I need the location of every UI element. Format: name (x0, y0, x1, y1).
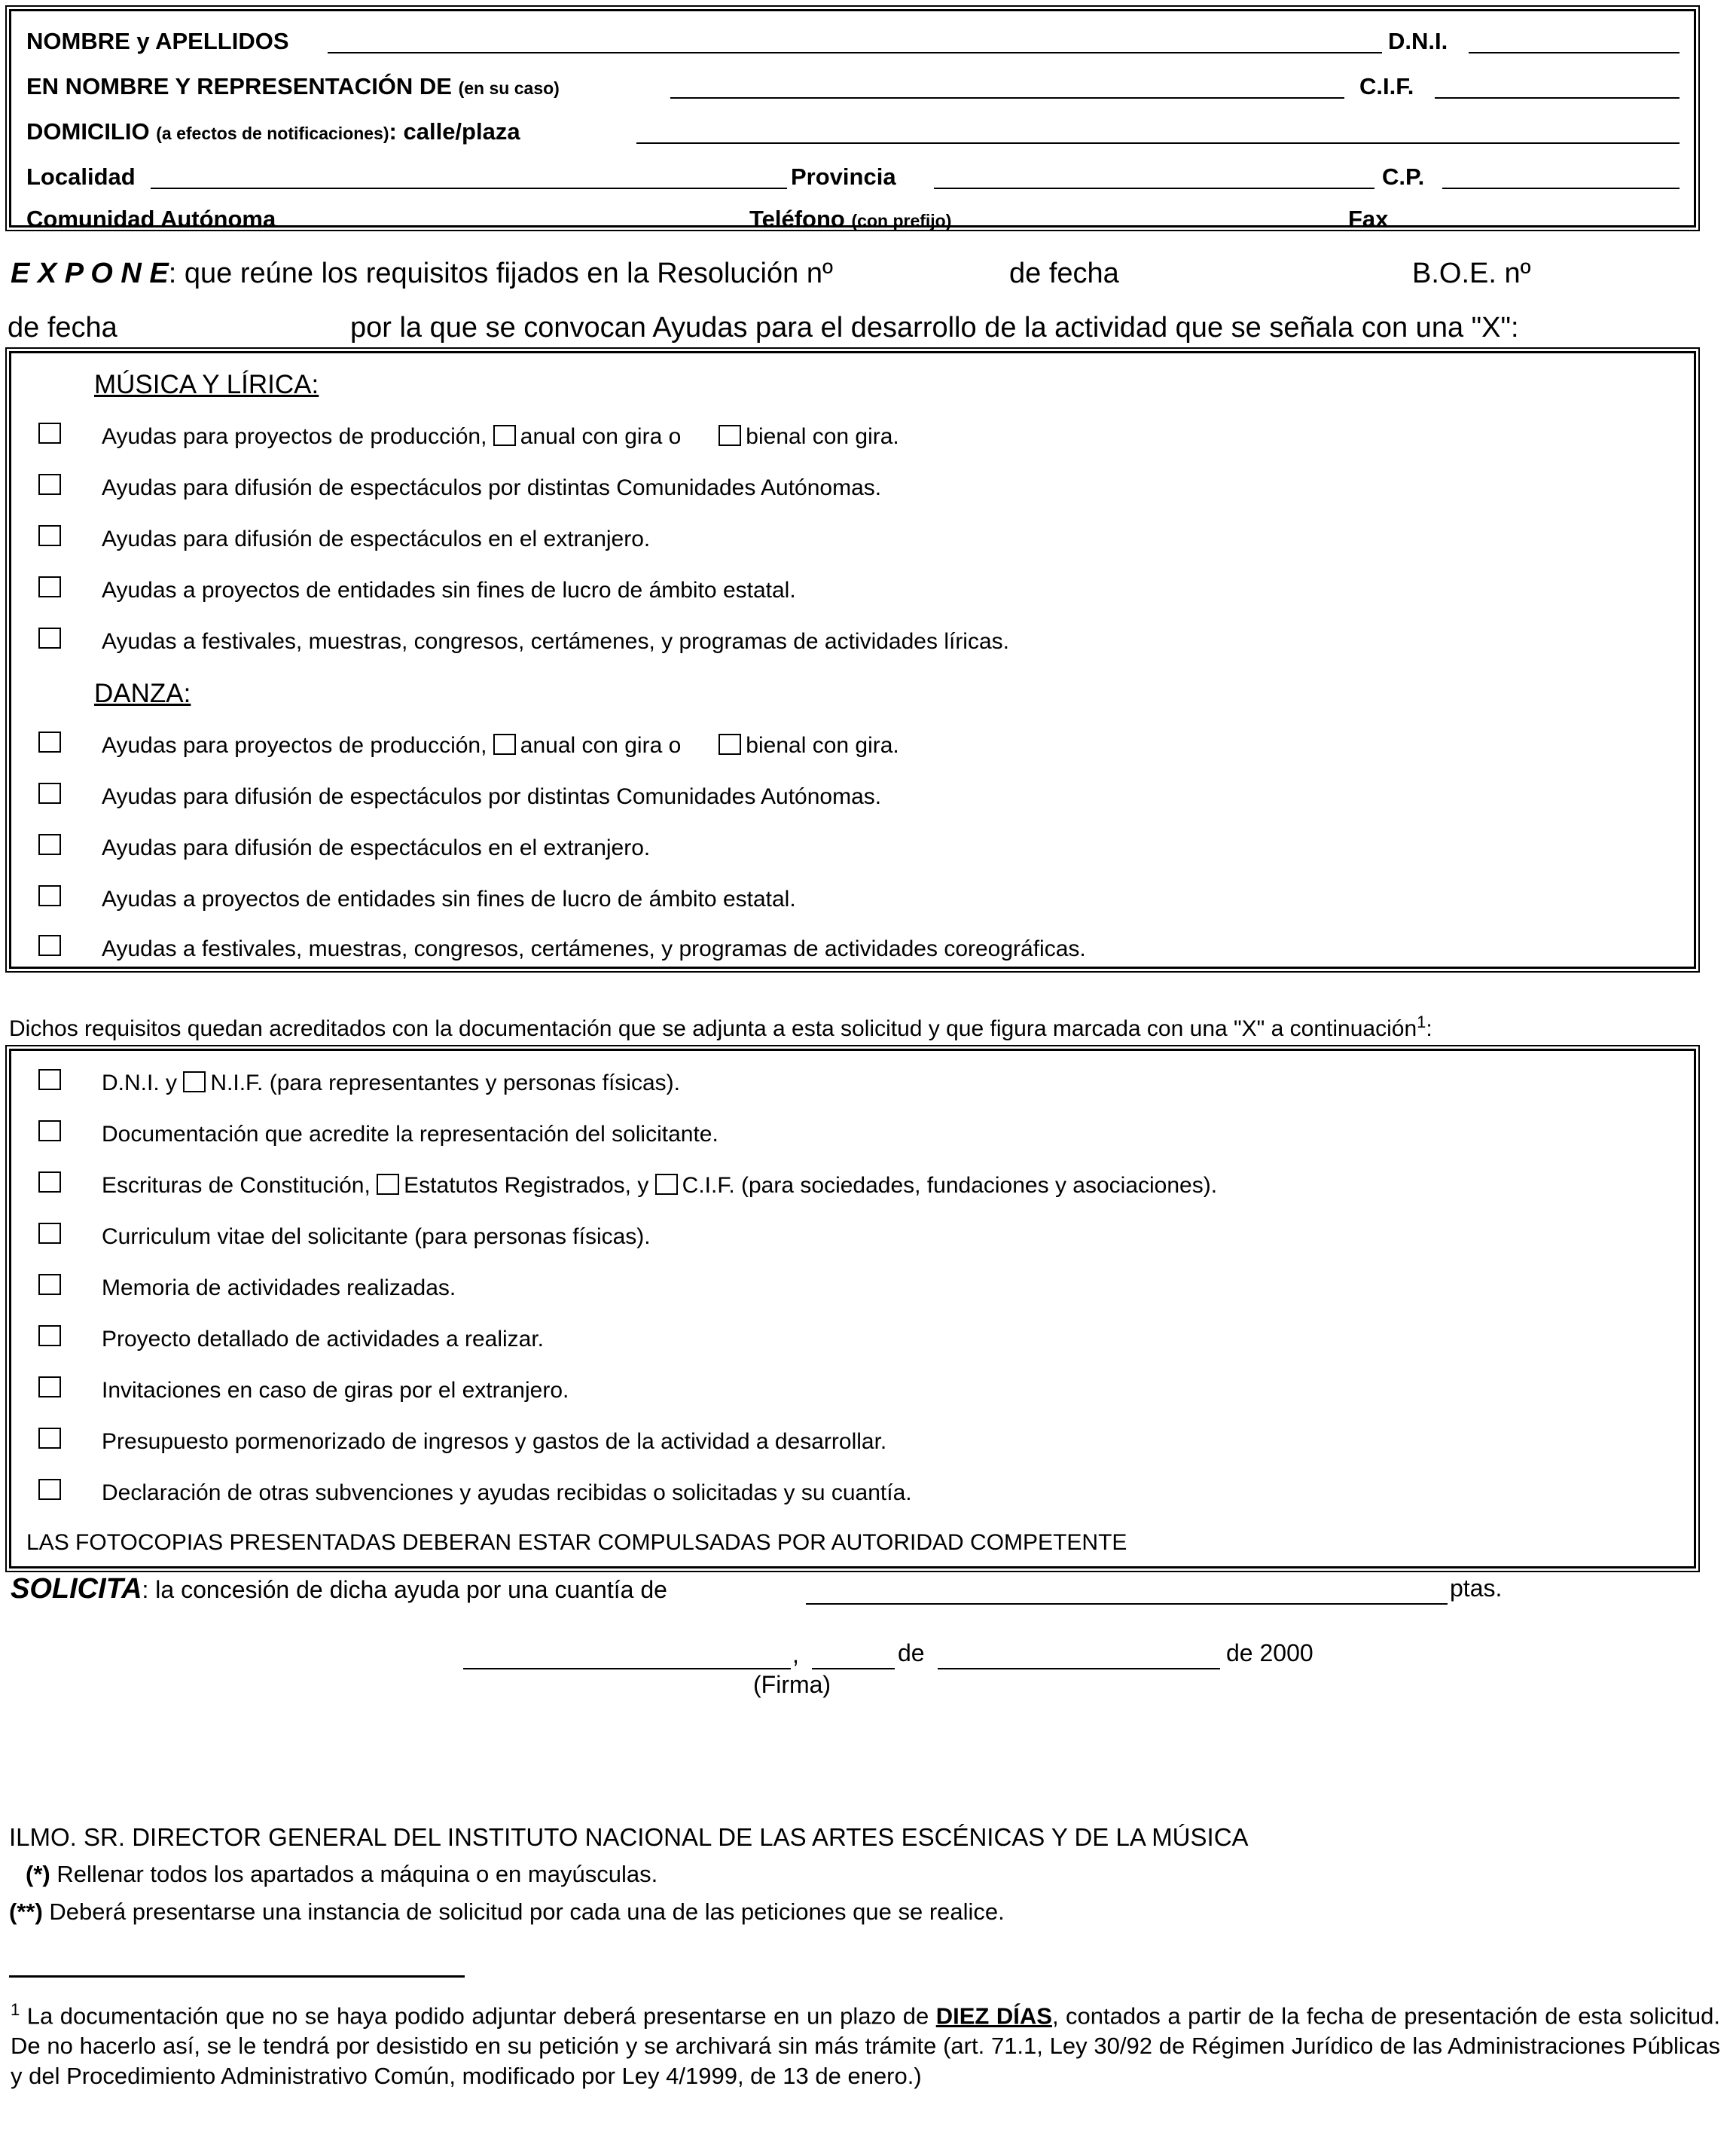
provincia-field[interactable] (934, 188, 1374, 189)
expone-title: E X P O N E (11, 258, 169, 289)
lugar-field[interactable] (463, 1668, 791, 1669)
firma-label: (Firma) (753, 1671, 831, 1698)
footnote-number: 1 (11, 2000, 20, 2019)
fax-field[interactable] (1405, 230, 1680, 231)
danza-produccion-checkbox[interactable] (38, 732, 61, 753)
doc-estatutos-checkbox[interactable] (377, 1174, 399, 1195)
doc-dni-checkbox[interactable] (38, 1069, 61, 1090)
comunidad-label: Comunidad Autónoma (26, 206, 276, 232)
solicita-title: SOLICITA (11, 1573, 142, 1605)
firma-comma: , (792, 1641, 799, 1668)
expone-de-fecha: de fecha (1009, 258, 1119, 289)
fax-label: Fax (1348, 206, 1389, 232)
footnote-emphasis: DIEZ DÍAS (935, 2002, 1052, 2030)
cuantia-field[interactable] (806, 1603, 1448, 1605)
nota-1-mark: (*) (26, 1861, 50, 1887)
musica-difusion-extranjero-checkbox[interactable] (38, 525, 61, 546)
activity-box: MÚSICA Y LÍRICA: Ayudas para proyectos de producción, anual con gira o bienal con gira. Ayudas para difusión de espectáculos por distintas Comunidades Autónomas. Ayudas para difusión de espectáculos en el extranjero. Ayudas a proyectos de entidades sin fines de lucro de ámbito estatal. Ayudas a festivales, muestras, congresos, certámenes, y programas de actividades líricas. DANZA: Ayudas para proyectos de producción, anual con gira o bienal con gira. Ayudas para difusión de espectáculos por distintas Comunidades Autónomas. Ayudas para difusión de espectáculos en el extranjero. Ayudas a proyectos de entidades sin fines de lucro de ámbito estatal. Ayudas a festivales, muestras, congresos, certámenes, y programas de actividades coreográficas. (9, 351, 1696, 969)
footnote: $^1$ La documentación que no se haya podido adjuntar deberá presentarse en un plazo de DIEZ DÍAS, contados a partir de la fecha de presentación de esta solicitud. De no hacerlo así, se le tendrá por desistido en su petición y se archivará sin más trámite (art. 71.1, Ley 30/92 de Régimen Jurídico de las Administraciones Públicas y del Procedimiento Administrativo Común, modificado por Ley 4/1999, de 13 de enero.) (11, 2000, 1720, 2090)
danza-anual-checkbox[interactable] (493, 734, 516, 755)
danza-heading: DANZA: (94, 679, 191, 708)
expone-line-1: E X P O N E: que reúne los requisitos fijados en la Resolución nº (11, 258, 833, 289)
doc-invitaciones-checkbox[interactable] (38, 1376, 61, 1397)
footnote-separator (9, 1975, 465, 1978)
expone-convocatoria-text: por la que se convocan Ayudas para el desarrollo de la actividad que se señala con una "X": (350, 312, 1519, 344)
destinatario: ILMO. SR. DIRECTOR GENERAL DEL INSTITUTO NACIONAL DE LAS ARTES ESCÉNICAS Y DE LA MÚSICA (9, 1823, 1249, 1851)
doc-proyecto-checkbox[interactable] (38, 1325, 61, 1346)
localidad-label: Localidad (26, 163, 136, 190)
musica-produccion-checkbox[interactable] (38, 423, 61, 444)
dni-label: D.N.I. (1388, 28, 1448, 54)
nota-1: (*) Rellenar todos los apartados a máquina o en mayúsculas. (26, 1861, 658, 1887)
cif-field[interactable] (1435, 97, 1680, 99)
provincia-label: Provincia (791, 163, 896, 190)
ptas-label: ptas. (1450, 1575, 1503, 1602)
mes-field[interactable] (938, 1668, 1220, 1669)
expone-de-fecha-2: de fecha (8, 312, 117, 344)
doc-memoria-checkbox[interactable] (38, 1274, 61, 1295)
expone-boe: B.O.E. nº (1412, 258, 1531, 289)
musica-heading: MÚSICA Y LÍRICA: (94, 370, 319, 399)
telefono-label: Teléfono (con prefijo) (749, 206, 952, 232)
localidad-field[interactable] (151, 188, 787, 189)
requisitos-intro: Dichos requisitos quedan acreditados con la documentación que se adjunta a esta solicitud y que figura marcada con una "X" a continuación$^1$: (9, 1013, 1432, 1041)
doc-cif-checkbox[interactable] (655, 1174, 678, 1195)
footnote-ref: 1 (1417, 1013, 1426, 1031)
musica-bienal-checkbox[interactable] (719, 425, 741, 446)
musica-difusion-ccaa-checkbox[interactable] (38, 474, 61, 495)
dni-field[interactable] (1469, 52, 1680, 53)
representacion-field[interactable] (670, 97, 1344, 99)
representacion-note: (en su caso) (458, 78, 560, 98)
fotocopias-notice: LAS FOTOCOPIAS PRESENTADAS DEBERAN ESTAR COMPULSADAS POR AUTORIDAD COMPETENTE (26, 1530, 1127, 1555)
documentation-box: D.N.I. y N.I.F. (para representantes y personas físicas). Documentación que acredite la representación del solicitante. Escrituras de Constitución, Estatutos Registrados, y C.I.F. (para sociedades, fundaciones y asociaciones). Curriculum vitae del solicitante (para personas físicas). Memoria de actividades realizadas. Proyecto detallado de actividades a realizar. Invitaciones en caso de giras por el extranjero. Presupuesto pormenorizado de ingresos y gastos de la actividad a desarrollar. Declaración de otras subvenciones y ayudas recibidas o solicitadas y su cuantía. LAS FOTOCOPIAS PRESENTADAS DEBERAN ESTAR COMPULSADAS POR AUTORIDAD COMPETENTE (9, 1049, 1696, 1568)
representacion-label: EN NOMBRE Y REPRESENTACIÓN DE (en su caso) (26, 73, 560, 99)
comunidad-field[interactable] (313, 230, 746, 231)
nota-2: (**) Deberá presentarse una instancia de solicitud por cada una de las peticiones que se realice. (9, 1898, 1005, 1925)
danza-festivales-checkbox[interactable] (38, 935, 61, 956)
doc-subvenciones-checkbox[interactable] (38, 1479, 61, 1500)
musica-entidades-checkbox[interactable] (38, 576, 61, 597)
cif-label: C.I.F. (1359, 73, 1414, 99)
doc-representacion-checkbox[interactable] (38, 1120, 61, 1141)
personal-data-box (9, 9, 1696, 232)
telefono-note: (con prefijo) (851, 211, 952, 231)
domicilio-label: DOMICILIO (a efectos de notificaciones): calle/plaza (26, 118, 520, 145)
nota-2-mark: (**) (9, 1898, 43, 1925)
solicita-line: SOLICITA: la concesión de dicha ayuda por una cuantía de (11, 1573, 667, 1605)
musica-anual-checkbox[interactable] (493, 425, 516, 446)
cp-label: C.P. (1382, 163, 1425, 190)
domicilio-field[interactable] (636, 142, 1680, 144)
danza-difusion-extranjero-checkbox[interactable] (38, 834, 61, 855)
doc-presupuesto-checkbox[interactable] (38, 1428, 61, 1449)
doc-curriculum-checkbox[interactable] (38, 1223, 61, 1244)
domicilio-note: (a efectos de notificaciones) (156, 124, 389, 143)
firma-de: de (898, 1639, 925, 1666)
nombre-label: NOMBRE y APELLIDOS (26, 28, 289, 54)
doc-escrituras-checkbox[interactable] (38, 1171, 61, 1193)
danza-difusion-ccaa-checkbox[interactable] (38, 783, 61, 804)
doc-nif-checkbox[interactable] (183, 1071, 206, 1092)
musica-festivales-checkbox[interactable] (38, 628, 61, 649)
cp-field[interactable] (1442, 188, 1680, 189)
telefono-field[interactable] (998, 230, 1344, 231)
firma-de-2000: de 2000 (1226, 1639, 1313, 1666)
dia-field[interactable] (812, 1668, 895, 1669)
danza-bienal-checkbox[interactable] (719, 734, 741, 755)
nombre-field[interactable] (328, 52, 1382, 53)
danza-entidades-checkbox[interactable] (38, 885, 61, 906)
